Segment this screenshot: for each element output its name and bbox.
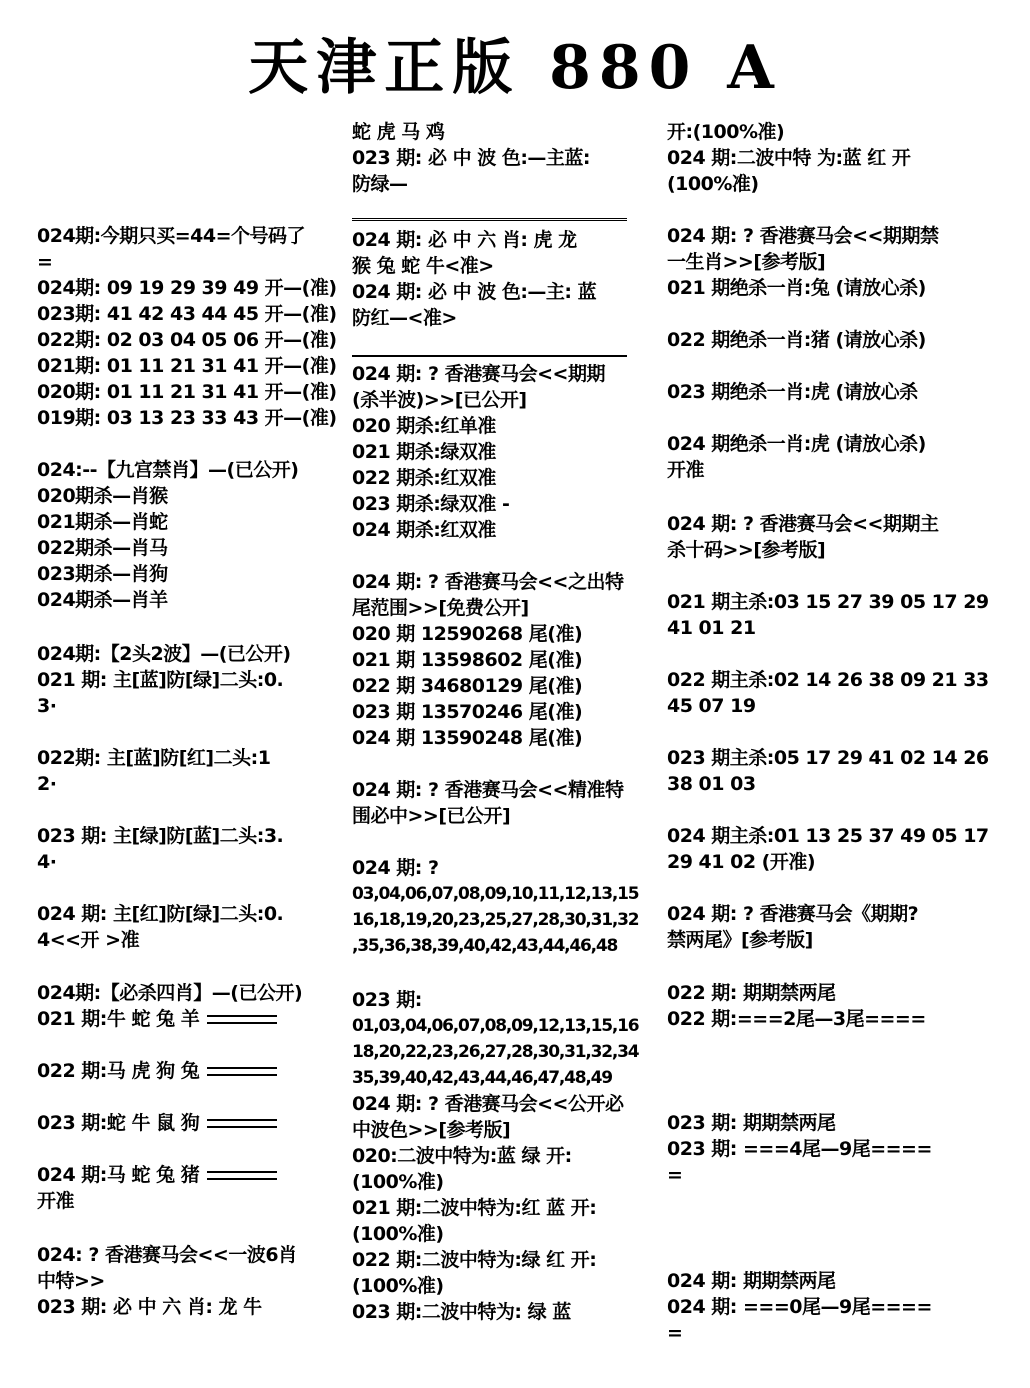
text-line: 021 期 13598602 尾(准) [352, 649, 583, 671]
text-line: 022 期主杀:02 14 26 38 09 21 33 [667, 669, 989, 691]
text-line: 4<<开 >准 [37, 929, 140, 951]
text-line: (100%准) [352, 1275, 444, 1297]
text-line: 杀十码>>[参考版] [667, 539, 826, 561]
text-line: 023 期: [352, 989, 422, 1011]
section-heading: 024期:【2头2波】—(已公开) [37, 643, 291, 665]
section-heading: 024 期: ? 香港赛马会<<公开必 [352, 1093, 624, 1115]
text-line: 024 期: ? [352, 857, 439, 879]
text-line [37, 1163, 312, 1187]
text-line: 021期: 01 11 21 31 41 开—(准) [37, 355, 337, 377]
divider [207, 1067, 277, 1076]
text-line: 021 期主杀:03 15 27 39 05 17 29 [667, 591, 989, 613]
divider [207, 1119, 277, 1128]
number-line: 01,03,04,06,07,08,09,12,13,15,16 [352, 1016, 639, 1036]
text-line: 023 期: 主[绿]防[蓝]二头:3. [37, 825, 284, 847]
text-line: 024期杀—肖羊 [37, 589, 168, 611]
text-line: 023 期绝杀一肖:虎 (请放心杀 [667, 381, 918, 403]
text-line: 023 期主杀:05 17 29 41 02 14 26 [667, 747, 989, 769]
text-line: 021期杀—肖蛇 [37, 511, 168, 533]
text-line: 024 期绝杀一肖:虎 (请放心杀) [667, 433, 926, 455]
text-line: 022 期: 期期禁两尾 [667, 982, 836, 1004]
text-line: 防红—<准> [352, 307, 457, 329]
text-line: 021 期杀:绿双准 [352, 441, 496, 463]
text-line-label: 022 期:马 虎 狗 兔 [37, 1060, 200, 1082]
number-line: 16,18,19,20,23,25,27,28,30,31,32 [352, 910, 639, 930]
text-line: (100%准) [352, 1171, 444, 1193]
text-line: 020期: 01 11 21 31 41 开—(准) [37, 381, 337, 403]
text-line: 022 期:二波中特为:绿 红 开: [352, 1249, 597, 1271]
text-line: 024期:今期只买=44=个号码了 [37, 225, 306, 247]
text-line: = [667, 1322, 683, 1344]
text-line: 023期: 41 42 43 44 45 开—(准) [37, 303, 337, 325]
page-title: 天津正版 880 A [248, 33, 782, 103]
text-line: 022期: 主[蓝]防[红]二头:1 [37, 747, 271, 769]
text-line: 41 01 21 [667, 617, 756, 639]
text-line: 023 期: 期期禁两尾 [667, 1112, 836, 1134]
text-line: 38 01 03 [667, 773, 756, 795]
text-line: 024 期主杀:01 13 25 37 49 05 17 [667, 825, 989, 847]
text-line: 围必中>>[已公开] [352, 805, 511, 827]
text-line: 023 期 13570246 尾(准) [352, 701, 583, 723]
text-line: 022 期:===2尾—3尾==== [667, 1008, 926, 1030]
text-line: 022 期绝杀一肖:猪 (请放心杀) [667, 329, 926, 351]
section-heading: 024 期: ? 香港赛马会<<之出特 [352, 571, 624, 593]
text-line: 020:二波中特为:蓝 绿 开: [352, 1145, 572, 1167]
text-line: 023 期: ===4尾—9尾==== [667, 1138, 932, 1160]
text-line: 022 期 34680129 尾(准) [352, 675, 583, 697]
text-line [37, 1111, 312, 1135]
text-line: 020 期 12590268 尾(准) [352, 623, 583, 645]
number-line: 18,20,22,23,26,27,28,30,31,32,34 [352, 1042, 639, 1062]
divider [352, 355, 627, 357]
text-line: 尾范围>>[免费公开] [352, 597, 529, 619]
section-heading: 024期:【必杀四肖】—(已公开) [37, 982, 303, 1004]
divider [352, 218, 627, 221]
text-line: 禁两尾》[参考版] [667, 929, 813, 951]
text-line: 防绿— [352, 173, 408, 195]
number-line: 35,39,40,42,43,44,46,47,48,49 [352, 1068, 612, 1088]
section-heading: 024 期: ? 香港赛马会<<期期禁 [667, 225, 939, 247]
number-line: ,35,36,38,39,40,42,43,44,46,48 [352, 936, 618, 956]
text-line: (杀半波)>>[已公开] [352, 389, 527, 411]
text-line: 019期: 03 13 23 33 43 开—(准) [37, 407, 337, 429]
section-heading: 024 期: ? 香港赛马会<<精准特 [352, 779, 624, 801]
text-line: 024期: 09 19 29 39 49 开—(准) [37, 277, 337, 299]
text-line: 022期: 02 03 04 05 06 开—(准) [37, 329, 337, 351]
text-line: 猴 兔 蛇 牛<准> [352, 255, 494, 277]
text-line: 024 期: ===0尾—9尾==== [667, 1296, 932, 1318]
text-line: 023 期: 必 中 波 色:—主蓝: [352, 147, 591, 169]
text-line: (100%准) [667, 173, 759, 195]
text-line: 021 期: 主[蓝]防[绿]二头:0. [37, 669, 284, 691]
section-heading: 024: ? 香港赛马会<<一波6肖 [37, 1244, 297, 1266]
text-line: 024 期: 必 中 波 色:—主: 蓝 [352, 281, 597, 303]
text-line: = [667, 1164, 683, 1186]
text-line: 024 期: 主[红]防[绿]二头:0. [37, 903, 284, 925]
text-line: 024 期: 期期禁两尾 [667, 1270, 836, 1292]
section-heading: 024 期: ? 香港赛马会<<期期 [352, 363, 605, 385]
text-line: 023 期:二波中特为: 绿 蓝 [352, 1301, 571, 1323]
divider [207, 1171, 277, 1180]
text-line: 021 期:二波中特为:红 蓝 开: [352, 1197, 597, 1219]
text-line: 4· [37, 851, 57, 873]
number-line: 03,04,06,07,08,09,10,11,12,13,15 [352, 884, 639, 904]
text-line: 中波色>>[参考版] [352, 1119, 511, 1141]
text-line-label: 023 期:蛇 牛 鼠 狗 [37, 1112, 200, 1134]
text-line: 023 期: 必 中 六 肖: 龙 牛 [37, 1296, 262, 1318]
text-line [37, 1059, 312, 1083]
text-line: 开准 [37, 1190, 75, 1212]
text-line-label: 024 期:马 蛇 兔 猪 [37, 1164, 200, 1186]
text-line: 开:(100%准) [667, 121, 785, 143]
text-line: 023 期杀:绿双准 - [352, 493, 510, 515]
text-line: = [37, 251, 53, 273]
text-line: 一生肖>>[参考版] [667, 251, 826, 273]
section-heading: 024 期: ? 香港赛马会<<期期主 [667, 513, 939, 535]
section-heading: 024:--【九宫禁肖】—(已公开) [37, 459, 299, 481]
text-line [37, 1007, 312, 1031]
text-line-label: 021 期:牛 蛇 兔 羊 [37, 1008, 200, 1030]
text-line: 020 期杀:红单准 [352, 415, 496, 437]
text-line: 蛇 虎 马 鸡 [352, 121, 445, 143]
text-line: (100%准) [352, 1223, 444, 1245]
text-line: 中特>> [37, 1270, 105, 1292]
text-line: 024 期: 必 中 六 肖: 虎 龙 [352, 229, 577, 251]
text-line: 开准 [667, 459, 705, 481]
section-heading: 024 期: ? 香港赛马会《期期? [667, 903, 919, 925]
text-line: 3· [37, 695, 57, 717]
text-line: 020期杀—肖猴 [37, 485, 168, 507]
text-line: 023期杀—肖狗 [37, 563, 168, 585]
text-line: 45 07 19 [667, 695, 756, 717]
text-line: 024 期 13590248 尾(准) [352, 727, 583, 749]
text-line: 022 期杀:红双准 [352, 467, 496, 489]
text-line: 024 期杀:红双准 [352, 519, 496, 541]
text-line: 021 期绝杀一肖:兔 (请放心杀) [667, 277, 926, 299]
divider [207, 1015, 277, 1024]
text-line: 29 41 02 (开准) [667, 851, 816, 873]
text-line: 2· [37, 773, 57, 795]
text-line: 022期杀—肖马 [37, 537, 168, 559]
text-line: 024 期:二波中特 为:蓝 红 开 [667, 147, 911, 169]
